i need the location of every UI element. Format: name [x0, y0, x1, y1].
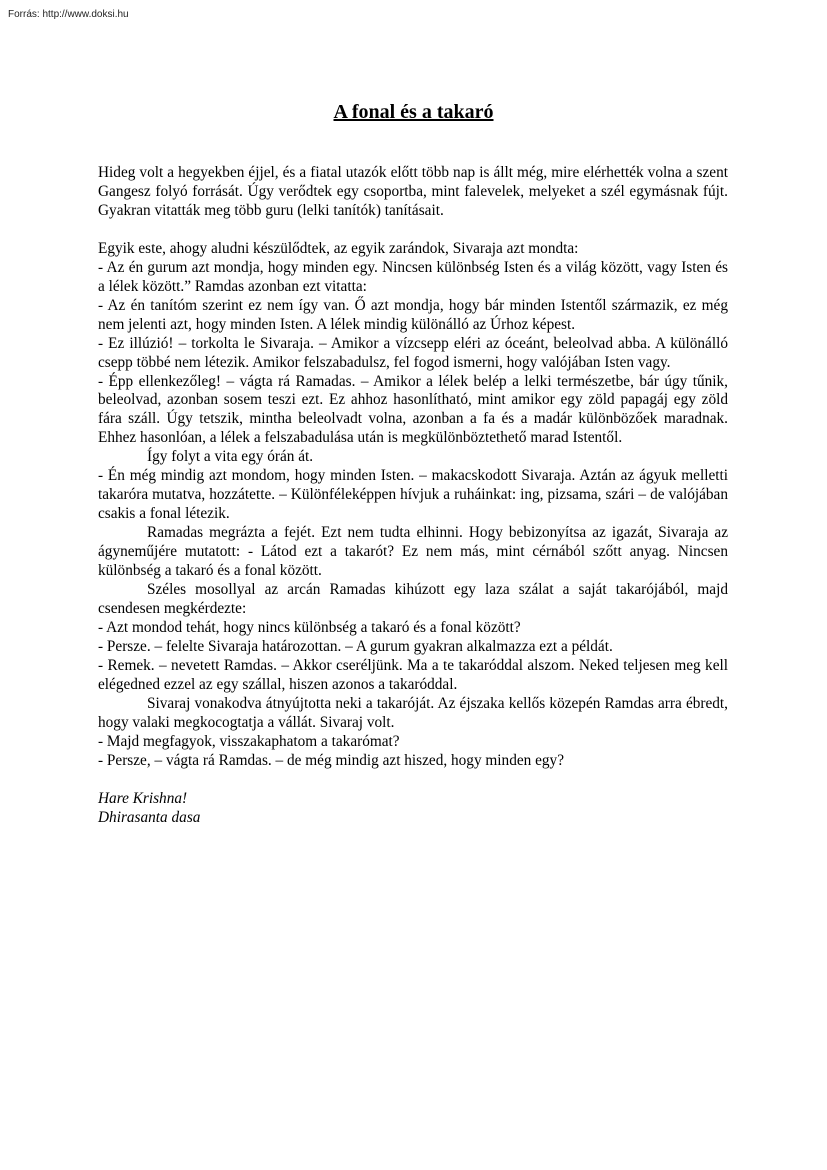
paragraph: - Azt mondod tehát, hogy nincs különbség a takaró és a fonal között? [98, 618, 521, 636]
paragraph: - Persze. – felelte Sivaraja határozottan. – A gurum gyakran alkalmazza ezt a példát. [98, 637, 613, 655]
signature-line: Hare Krishna! [98, 789, 188, 807]
story-body [98, 164, 728, 827]
paragraph: Hideg volt a hegyekben éjjel, és a fiatal utazók előtt több nap is állt még, mire elérhették volna a szent Gangesz folyó forrását. Úgy verődtek egy csoportba, mint falevelek, melyeket a szél egymásnak fújt. Gyakran vitatták meg több guru (lelki tanítók) tanításait. [98, 164, 728, 219]
paragraph: Egyik este, ahogy aludni készülődtek, az egyik zarándok, Sivaraja azt mondta: [98, 239, 579, 257]
paragraph: - Az én tanítóm szerint ez nem így van. Ő azt mondja, hogy bár minden Istentől származik, ez még nem jelenti azt, hogy minden Isten. A lélek mindig különálló az Úrhoz képest. [98, 296, 728, 333]
paragraph: - Majd megfagyok, visszakaphatom a takarómat? [98, 732, 400, 750]
paragraph: - Persze, – vágta rá Ramdas. – de még mindig azt hiszed, hogy minden egy? [98, 751, 564, 769]
paragraph: Így folyt a vita egy órán át. [147, 448, 314, 466]
paragraph: - Épp ellenkezőleg! – vágta rá Ramadas. – Amikor a lélek belép a lelki természetbe, bár úgy tűnik, beleolvad, azonban sosem teszi ezt. Ez ahhoz hasonlítható, mint amikor egy zöld papagáj egy zöld fára száll. Úgy tetszik, mintha beleolvadt volna, azonban a fa és a madár különbözőek maradnak. Ehhez hasonlóan, a lélek a felszabadulása után is megkülönböztethető marad Istentől. [98, 372, 728, 447]
paragraph: - Én még mindig azt mondom, hogy minden Isten. – makacskodott Sivaraja. Aztán az ágyuk melletti takaróra mutatva, hozzátette. – Különféleképpen hívjuk a ruháinkat: ing, pizsama, szári – de valójában csakis a fonal létezik. [98, 467, 728, 523]
paragraph: Széles mosollyal az arcán Ramadas kihúzott egy laza szálat a saját takarójából, majd csendesen megkérdezte: [98, 581, 728, 617]
paragraph: - Ez illúzió! – torkolta le Sivaraja. – Amikor a vízcsepp eléri az óceánt, beleolvad abba. A különálló csepp többé nem létezik. Amikor felszabadulsz, fel fogod ismerni, hogy valójában Isten vagy. [98, 334, 728, 371]
page-title: A fonal és a takaró [333, 101, 494, 123]
signature-name: Dhirasanta dasa [98, 808, 201, 826]
paragraph: Sivaraj vonakodva átnyújtotta neki a takaróját. Az éjszaka kellős közepén Ramdas arra ébredt, hogy valaki megkocogtatja a vállát. Sivaraj volt. [98, 694, 728, 731]
source-url: Forrás: http://www.doksi.hu [8, 9, 129, 20]
paragraph: Ramadas megrázta a fejét. Ezt nem tudta elhinni. Hogy bebizonyítsa az igazát, Sivaraja az ágyneműjére mutatott: - Látod ezt a takarót? Ez nem más, mint cérnából szőtt anyag. Nincsen különbség a takaró és a fonal között. [98, 524, 728, 580]
paragraph: - Az én gurum azt mondja, hogy minden egy. Nincsen különbség Isten és a világ között, vagy Isten és a lélek között.” Ramdas azonban ezt vitatta: [98, 258, 728, 295]
paragraph: - Remek. – nevetett Ramdas. – Akkor cseréljünk. Ma a te takaróddal alszom. Neked teljesen meg kell elégedned ezzel az egy szállal, hiszen azonos a takaróddal. [98, 656, 728, 693]
